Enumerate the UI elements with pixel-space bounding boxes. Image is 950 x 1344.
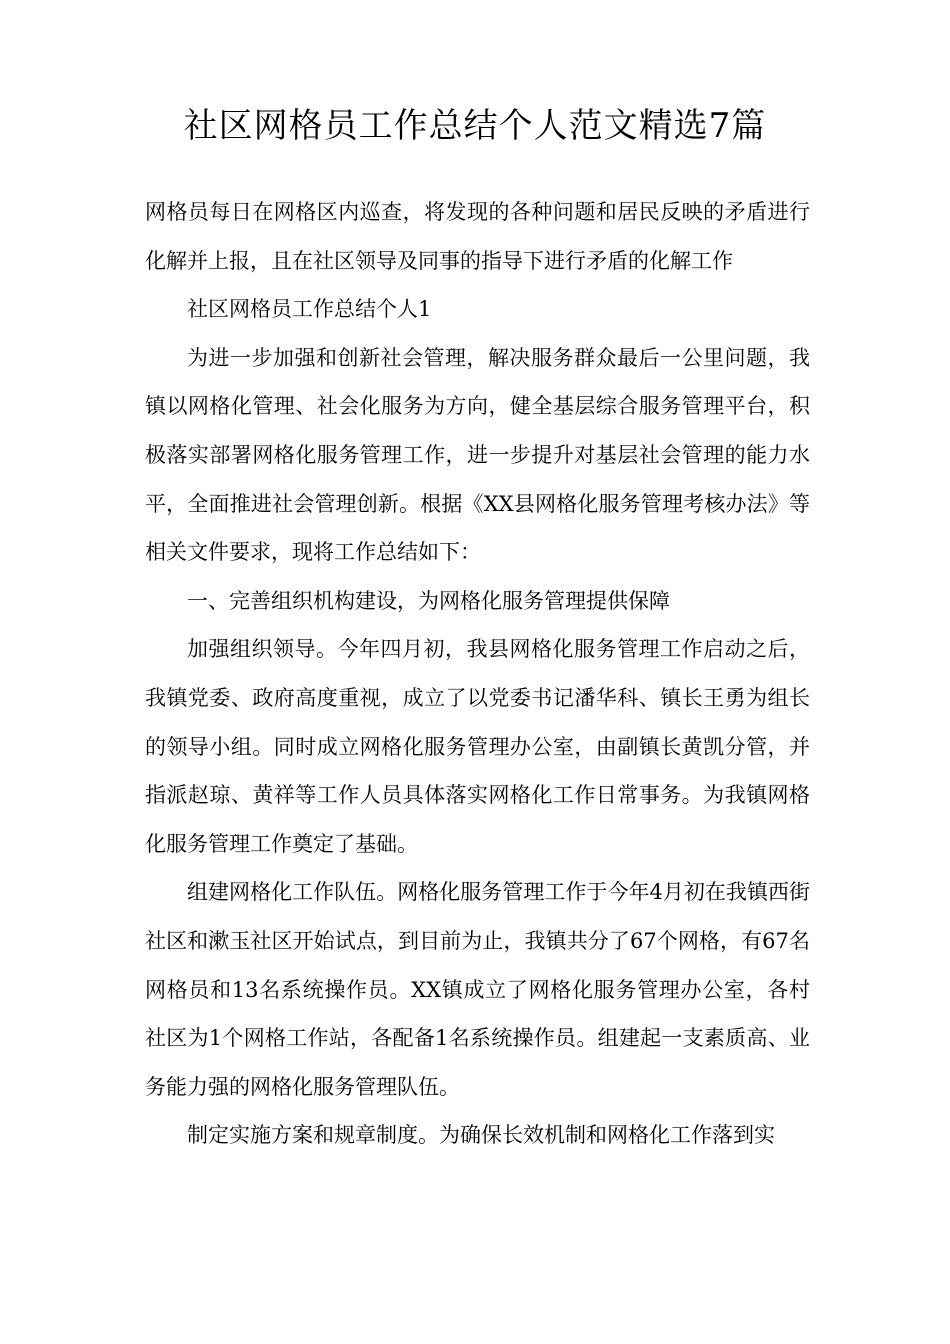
paragraph-team: 组建网格化工作队伍。网格化服务管理工作于今年4月初在我镇西街社区和漱玉社区开始试点，到目前为止，我镇共分了67个网格，有67名网格员和13名系统操作员。XX镇成立了网格化服务管理办公室，各村社区为1个网格工作站，各配备1名系统操作员。组建起一支素质高、业务能力强的网格化服务管理队伍。 — [145, 880, 810, 1099]
document-body — [145, 188, 810, 1160]
subheading-organization: 一、完善组织机构建设，为网格化服务管理提供保障 — [187, 588, 670, 613]
paragraph-overview: 为进一步加强和创新社会管理，解决服务群众最后一公里问题，我镇以网格化管理、社会化服务为方向，健全基层综合服务管理平台，积极落实部署网格化服务管理工作，进一步提升对基层社会管理的能力水平，全面推进社会管理创新。根据《XX县网格化服务管理考核办法》等相关文件要求，现将工作总结如下： — [145, 345, 810, 565]
paragraph-intro: 网格员每日在网格区内巡查，将发现的各种问题和居民反映的矛盾进行化解并上报，且在社区领导及同事的指导下进行矛盾的化解工作 — [145, 200, 810, 273]
section-heading-1: 社区网格员工作总结个人1 — [187, 297, 432, 322]
paragraph-rules: 制定实施方案和规章制度。为确保长效机制和网格化工作落到实 — [187, 1123, 775, 1148]
paragraph-leadership: 加强组织领导。今年四月初，我县网格化服务管理工作启动之后，我镇党委、政府高度重视，成立了以党委书记潘华科、镇长王勇为组长的领导小组。同时成立网格化服务管理办公室，由副镇长黄凯分管，并指派赵琼、黄祥等工作人员具体落实网格化工作日常事务。为我镇网格化服务管理工作奠定了基础。 — [145, 637, 810, 856]
document-title: 社区网格员工作总结个人范文精选7篇 — [183, 106, 767, 146]
